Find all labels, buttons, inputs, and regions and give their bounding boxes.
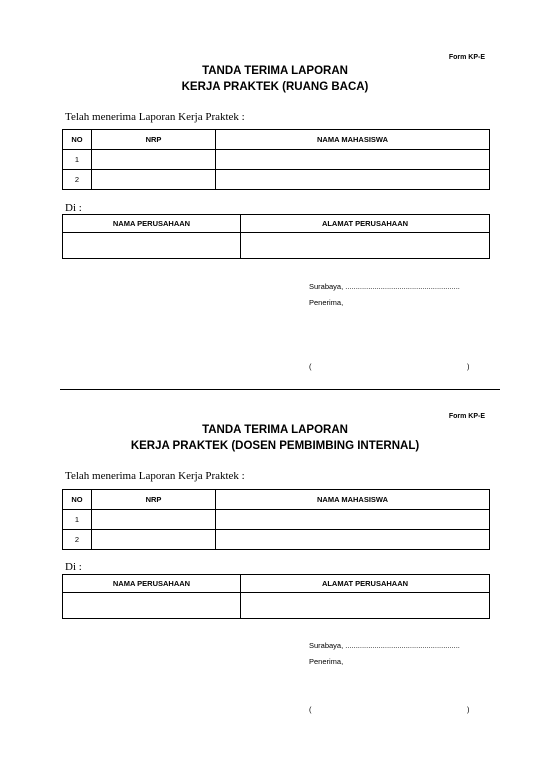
- header-alamat-perusahaan: ALAMAT PERUSAHAAN: [241, 575, 490, 593]
- receiver-label: Penerima,: [309, 657, 344, 666]
- header-no: NO: [63, 130, 92, 150]
- header-nama-perusahaan: NAMA PERUSAHAAN: [63, 575, 241, 593]
- form-title: TANDA TERIMA LAPORAN: [202, 424, 348, 436]
- form-code: Form KP-E: [448, 413, 485, 420]
- city-date-line: Surabaya, .......................................................: [309, 641, 460, 650]
- row-number: 2: [63, 530, 92, 550]
- header-nrp: NRP: [92, 130, 216, 150]
- student-table: [62, 489, 490, 550]
- nama-perusahaan-cell[interactable]: [63, 233, 241, 259]
- header-nama-perusahaan: NAMA PERUSAHAAN: [63, 215, 241, 233]
- received-text: Telah menerima Laporan Kerja Praktek :: [65, 111, 245, 123]
- table-row: [63, 233, 490, 259]
- nrp-cell[interactable]: [92, 510, 216, 530]
- nama-mahasiswa-cell[interactable]: [216, 150, 490, 170]
- company-table: [62, 574, 490, 619]
- row-number: 2: [63, 170, 92, 190]
- alamat-perusahaan-cell[interactable]: [241, 233, 490, 259]
- receiver-label: Penerima,: [309, 298, 344, 307]
- nama-mahasiswa-cell[interactable]: [216, 510, 490, 530]
- row-number: 1: [63, 150, 92, 170]
- header-no: NO: [63, 490, 92, 510]
- di-label: Di :: [65, 202, 82, 214]
- signature-open-paren: (: [309, 705, 312, 714]
- table-header-row: [63, 490, 490, 510]
- student-table: [62, 129, 490, 190]
- header-nrp: NRP: [92, 490, 216, 510]
- form-code: Form KP-E: [448, 54, 485, 61]
- table-row: [63, 150, 490, 170]
- header-nama-mahasiswa: NAMA MAHASISWA: [216, 490, 490, 510]
- nama-mahasiswa-cell[interactable]: [216, 170, 490, 190]
- form-subtitle: KERJA PRAKTEK (RUANG BACA): [181, 81, 369, 93]
- cut-divider: [60, 389, 500, 390]
- signature-close-paren: ): [467, 362, 470, 371]
- header-alamat-perusahaan: ALAMAT PERUSAHAAN: [241, 215, 490, 233]
- table-row: [63, 593, 490, 619]
- city-date-line: Surabaya, .......................................................: [309, 282, 460, 291]
- table-row: [63, 510, 490, 530]
- signature-close-paren: ): [467, 705, 470, 714]
- table-row: [63, 530, 490, 550]
- form-subtitle: KERJA PRAKTEK (DOSEN PEMBIMBING INTERNAL): [130, 440, 420, 452]
- nrp-cell[interactable]: [92, 530, 216, 550]
- nrp-cell[interactable]: [92, 150, 216, 170]
- table-header-row: [63, 130, 490, 150]
- form-title: TANDA TERIMA LAPORAN: [202, 65, 348, 77]
- company-table: [62, 214, 490, 259]
- alamat-perusahaan-cell[interactable]: [241, 593, 490, 619]
- header-nama-mahasiswa: NAMA MAHASISWA: [216, 130, 490, 150]
- received-text: Telah menerima Laporan Kerja Praktek :: [65, 470, 245, 482]
- signature-open-paren: (: [309, 362, 312, 371]
- table-header-row: [63, 575, 490, 593]
- table-row: [63, 170, 490, 190]
- nrp-cell[interactable]: [92, 170, 216, 190]
- row-number: 1: [63, 510, 92, 530]
- table-header-row: [63, 215, 490, 233]
- di-label: Di :: [65, 561, 82, 573]
- nama-mahasiswa-cell[interactable]: [216, 530, 490, 550]
- nama-perusahaan-cell[interactable]: [63, 593, 241, 619]
